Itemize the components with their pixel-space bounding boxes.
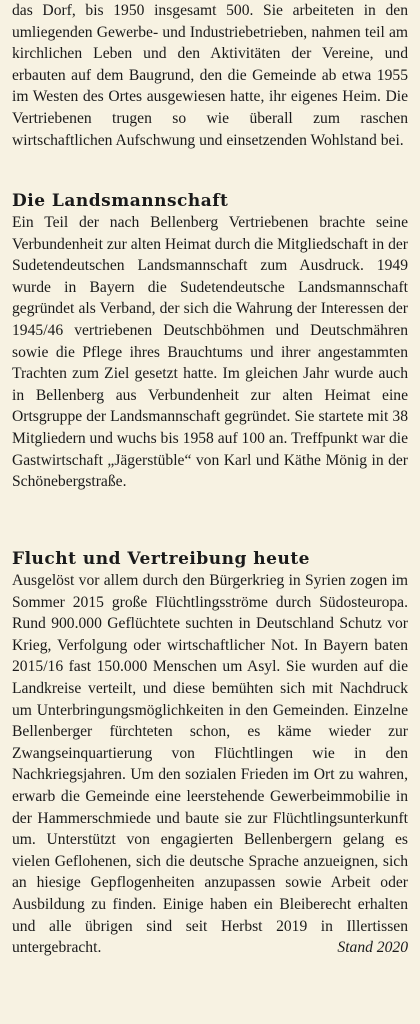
stand-note: Stand 2020 (337, 939, 408, 957)
flucht-paragraph (12, 570, 408, 959)
heading-landsmannschaft: Die Landsmannschaft (12, 191, 229, 211)
flucht-text: Ausgelöst vor allem durch den Bürgerkrieg in Syrien zogen im Sommer 2015 große Flüchtlingsströme durch Südosteuropa. Rund 900.000 Geflüchtete suchten in Deutschland Schutz vor Krieg, Verfolgung oder wirtschaftlicher Not. In Bayern baten 2015/16 fast 150.000 Menschen um Asyl. Sie wurden auf die Landkreise verteilt, und diese bemühten sich mit Nachdruck um Unterbringungsmöglichkeiten in den Gemeinden. Einzelne Bellenberger fürchteten schon, es käme wieder zur Zwangseinquartierung von Flüchtlingen wie in den Nachkriegsjahren. Um den sozialen Frieden im Ort zu wahren, erwarb die Gemeinde eine leerstehende Gewerbeimmobilie in der Hammerschmiede und baute sie zur Flüchtlingsunterkunft um. Unterstützt von engagierten Bellenbergern gelang es vielen Geflohenen, sich die deutsche Sprache anzueignen, sich an hiesige Gepflogenheiten anzupassen sowie Arbeit oder Ausbildung zu finden. Einige haben ein Bleiberecht erhalten und alle übrigen sind seit Herbst 2019 in Illertissen untergebracht. (12, 572, 408, 957)
heading-flucht-vertreibung: Flucht und Vertreibung heute (12, 549, 310, 569)
landsmannschaft-paragraph: Ein Teil der nach Bellenberg Vertriebenen brachte seine Verbundenheit zur alten Heimat durch die Mitgliedschaft in der Sudetendeutschen Landsmannschaft zum Ausdruck. 1949 wurde in Bayern die Sudetendeutsche Landsmannschaft gegründet als Verband, der sich die Wahrung der Interessen der 1945/46 vertriebenen Deutschböhmen und Deutschmähren sowie die Pflege ihres Brauchtums und ihrer angestammten Trachten zum Ziel gesetzt hatte. Im gleichen Jahr wurde auch in Bellenberg aus Verbundenheit zur alten Heimat eine Ortsgruppe der Landsmannschaft gegründet. Sie startete mit 38 Mitgliedern und wuchs bis 1958 auf 100 an. Treffpunkt war die Gastwirtschaft „Jägerstüble“ von Karl und Käthe Mönig in der Schönebergstraße. (12, 214, 409, 491)
intro-paragraph: das Dorf, bis 1950 insgesamt 500. Sie arbeiteten in den umliegenden Gewerbe- und Industriebetrieben, nahmen teil am kirchlichen Leben und den Aktivitäten der Vereine, und erbauten auf dem Baugrund, den die Gemeinde ab etwa 1955 im Westen des Ortes ausgewiesen hatte, ihr eigenes Heim. Die Vertriebenen trugen so wie überall zum raschen wirtschaftlichen Aufschwung und einsetzenden Wohlstand bei. (12, 2, 408, 149)
section-landsmannschaft (12, 190, 408, 493)
section-flucht-vertreibung (12, 548, 408, 959)
